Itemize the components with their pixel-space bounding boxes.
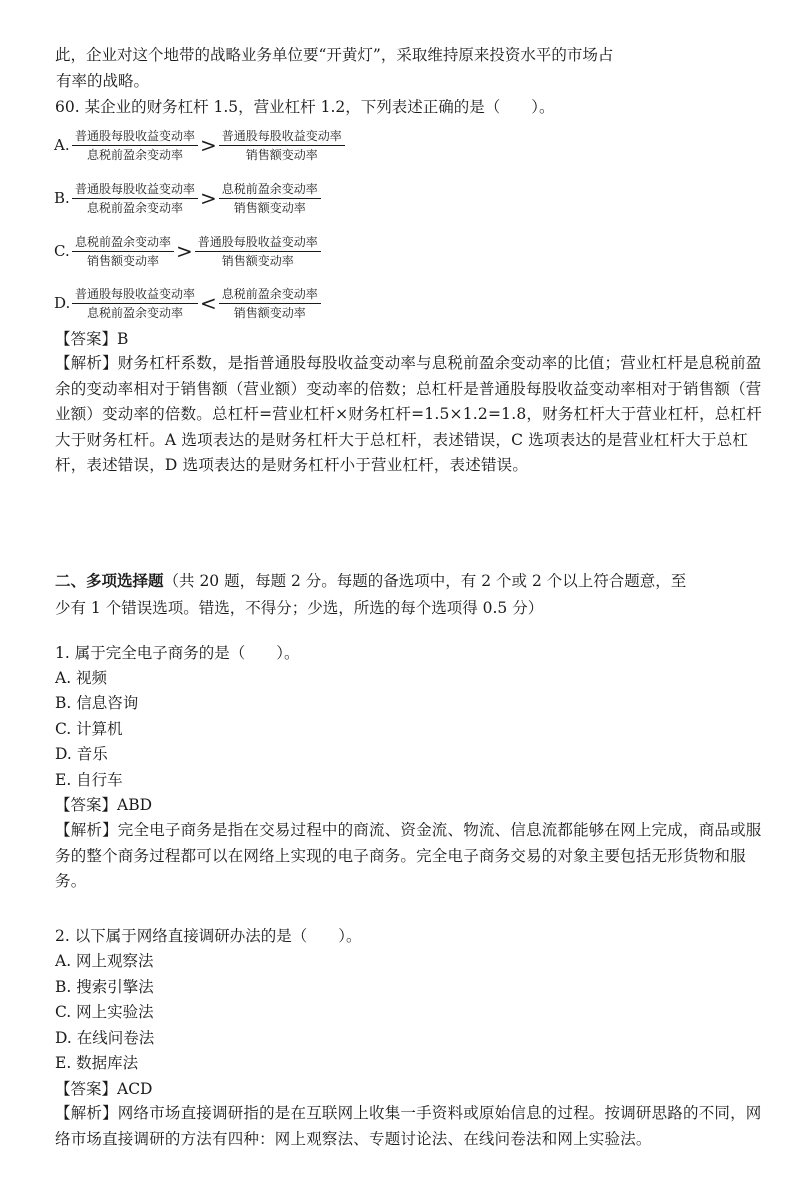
option-letter: D.: [54, 294, 71, 312]
q60-option-d: [54, 281, 321, 325]
mq1-analysis: 【解析】完全电子商务是指在交易过程中的商流、资金流、物流、信息流都能够在网上完成，商品或服务的整个商务过程都可以在网络上实现的电子商务。完全电子商务交易的对象主要包括无形货物和服务。: [55, 821, 762, 891]
fraction: [72, 286, 198, 321]
mq2-analysis: 【解析】网络市场直接调研指的是在互联网上收集一手资料或原始信息的过程。按调研思路的不同，网络市场直接调研的方法有四种：网上观察法、专题讨论法、在线问卷法和网上实验法。: [55, 1104, 762, 1148]
mq1-stem: 1. 属于完全电子商务的是（ ）。: [55, 644, 300, 662]
fraction: [72, 181, 198, 216]
denominator: 销售额变动率: [233, 305, 306, 320]
mq2-stem: 2. 以下属于网络直接调研办法的是（ ）。: [55, 927, 362, 945]
fraction: [219, 128, 345, 163]
comparison-symbol: >: [176, 239, 193, 263]
q60-option-b: [54, 176, 321, 220]
mq1-answer: 【答案】ABD: [55, 796, 153, 814]
denominator: 息税前盈余变动率: [87, 200, 184, 215]
fraction: [72, 234, 174, 269]
denominator: 销售额变动率: [87, 253, 160, 268]
numerator: 普通股每股收益变动率: [72, 286, 198, 304]
mq2-option-c: C. 网上实验法: [55, 1003, 154, 1021]
denominator: 销售额变动率: [221, 253, 294, 268]
denominator: 销售额变动率: [233, 200, 306, 215]
numerator: 普通股每股收益变动率: [72, 128, 198, 146]
q60-analysis: 【解析】财务杠杆系数，是指普通股每股收益变动率与息税前盈余变动率的比值；营业杠杆是息税前盈余的变动率相对于销售额（营业额）变动率的倍数；总杠杆是普通股每股收益变动率相对于销售额（营业额）变动率的倍数。总杠杆=营业杠杆×财务杠杆=1.5×1.2=1.8，财务杠杆大于营业杠杆，总杠杆大于财务杠杆。A 选项表达的是财务杠杆大于总杠杆，表述错误，C 选项表达的是营业杠杆大于总杠杆，表述错误，D 选项表达的是财务杠杆小于营业杠杆，表述错误。: [55, 354, 762, 475]
denominator: 息税前盈余变动率: [87, 147, 184, 162]
mq1-option-b: B. 信息咨询: [55, 694, 139, 712]
comparison-symbol: <: [200, 291, 217, 315]
section-2-line-1: [55, 568, 686, 594]
continuation-line-2: 有率的战略。: [56, 72, 150, 90]
fraction: [219, 181, 321, 216]
option-letter: A.: [54, 136, 70, 154]
numerator: 息税前盈余变动率: [72, 234, 174, 252]
comparison-symbol: >: [200, 133, 217, 157]
comparison-symbol: >: [200, 186, 217, 210]
denominator: 息税前盈余变动率: [87, 305, 184, 320]
numerator: 息税前盈余变动率: [219, 286, 321, 304]
q60-option-c: [54, 229, 321, 273]
section-title: 二、多项选择题: [55, 571, 164, 590]
denominator: 销售额变动率: [245, 147, 318, 162]
mq2-answer: 【答案】ACD: [55, 1080, 153, 1098]
section-2-line-2: 少有 1 个错误选项。错选，不得分；少选，所选的每个选项得 0.5 分）: [55, 599, 544, 617]
continuation-line-1: 此，企业对这个地带的战略业务单位要“开黄灯”，采取维持原来投资水平的市场占: [55, 46, 614, 64]
mq2-option-a: A. 网上观察法: [55, 952, 154, 970]
q60-answer: 【答案】B: [55, 330, 129, 348]
numerator: 普通股每股收益变动率: [219, 128, 345, 146]
mq2-option-e: E. 数据库法: [55, 1054, 139, 1072]
fraction: [195, 234, 321, 269]
numerator: 普通股每股收益变动率: [72, 181, 198, 199]
mq2-option-d: D. 在线问卷法: [55, 1029, 155, 1047]
section-description: （共 20 题，每题 2 分。每题的备选项中，有 2 个或 2 个以上符合题意，至: [163, 572, 687, 590]
mq2-option-b: B. 搜索引擎法: [55, 978, 154, 996]
mq1-option-d: D. 音乐: [55, 745, 108, 763]
fraction: [219, 286, 321, 321]
q60-option-a: [54, 123, 345, 167]
fraction: [72, 128, 198, 163]
mq1-option-c: C. 计算机: [55, 720, 123, 738]
option-letter: B.: [54, 189, 70, 207]
option-letter: C.: [54, 242, 70, 260]
mq1-option-a: A. 视频: [55, 669, 108, 687]
mq1-option-e: E. 自行车: [55, 771, 123, 789]
q60-stem: 60. 某企业的财务杠杆 1.5，营业杠杆 1.2，下列表述正确的是（ ）。: [55, 98, 555, 116]
numerator: 普通股每股收益变动率: [195, 234, 321, 252]
numerator: 息税前盈余变动率: [219, 181, 321, 199]
